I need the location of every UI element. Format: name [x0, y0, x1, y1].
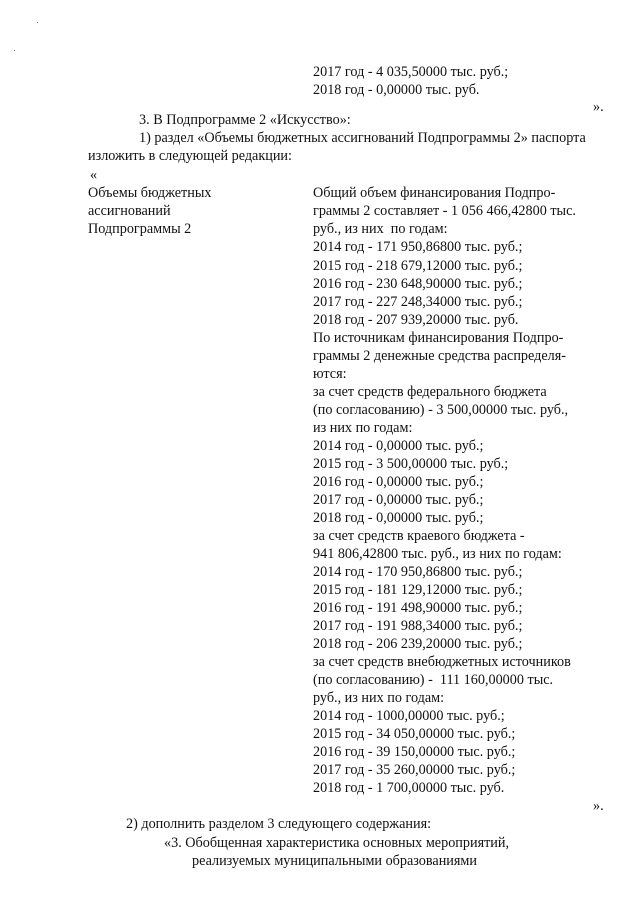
- table-right-line: 2016 год - 230 648,90000 тыс. руб.;: [313, 276, 523, 292]
- table-right-line: за счет средств краевого бюджета -: [313, 528, 525, 544]
- table-right-line: 2015 год - 3 500,00000 тыс. руб.;: [313, 456, 509, 472]
- table-left-label: ассигнований: [88, 203, 171, 219]
- section-title: реализуемых муниципальными образованиями: [192, 853, 477, 869]
- table-right-line: 2018 год - 0,00000 тыс. руб.;: [313, 510, 484, 526]
- table-right-line: 2015 год - 181 129,12000 тыс. руб.;: [313, 582, 523, 598]
- table-right-line: 2016 год - 191 498,90000 тыс. руб.;: [313, 600, 523, 616]
- table-left-label: Подпрограммы 2: [88, 221, 192, 237]
- table-right-line: из них по годам:: [313, 420, 413, 436]
- table-right-line: (по согласованию) - 3 500,00000 тыс. руб.,: [313, 402, 569, 418]
- table-right-line: 2016 год - 39 150,00000 тыс. руб.;: [313, 744, 516, 760]
- section-heading: 3. В Подпрограмме 2 «Искусство»:: [139, 112, 351, 128]
- table-right-line: 2014 год - 0,00000 тыс. руб.;: [313, 438, 484, 454]
- table-right-line: 2017 год - 191 988,34000 тыс. руб.;: [313, 618, 523, 634]
- opening-quote: «: [90, 167, 98, 183]
- table-right-line: По источникам финансирования Подпро-: [313, 330, 564, 346]
- table-left-label: Объемы бюджетных: [88, 185, 212, 201]
- table-right-line: 2017 год - 0,00000 тыс. руб.;: [313, 492, 484, 508]
- table-right-line: 2018 год - 1 700,00000 тыс. руб.: [313, 780, 505, 796]
- section-title: «3. Обобщенная характеристика основных мероприятий,: [164, 835, 510, 851]
- table-right-line: руб., из них по годам:: [313, 221, 448, 237]
- table-right-line: Общий объем финансирования Подпро-: [313, 185, 556, 201]
- table-right-line: за счет средств федерального бюджета: [313, 384, 547, 400]
- table-right-line: 2014 год - 170 950,86800 тыс. руб.;: [313, 564, 523, 580]
- table-right-line: 941 806,42800 тыс. руб., из них по годам:: [313, 546, 562, 562]
- table-right-line: (по согласованию) - 111 160,00000 тыс.: [313, 672, 554, 688]
- table-right-line: за счет средств внебюджетных источников: [313, 654, 571, 670]
- table-right-line: 2017 год - 35 260,00000 тыс. руб.;: [313, 762, 516, 778]
- table-right-line: руб., из них по годам:: [313, 690, 445, 706]
- top-line-2018: 2018 год - 0,00000 тыс. руб.: [313, 82, 480, 98]
- scan-speck: [14, 50, 15, 51]
- table-right-line: 2018 год - 207 939,20000 тыс. руб.: [313, 312, 519, 328]
- closing-quote: ».: [593, 99, 604, 115]
- table-right-line: 2017 год - 227 248,34000 тыс. руб.;: [313, 294, 523, 310]
- closing-quote: ».: [593, 798, 604, 814]
- top-line-2017: 2017 год - 4 035,50000 тыс. руб.;: [313, 64, 509, 80]
- item-1-text: 1) раздел «Объемы бюджетных ассигнований Подпрограммы 2» паспорта: [139, 130, 586, 146]
- table-right-line: 2014 год - 171 950,86800 тыс. руб.;: [313, 239, 523, 255]
- table-right-line: 2014 год - 1000,00000 тыс. руб.;: [313, 708, 505, 724]
- table-right-line: граммы 2 составляет - 1 056 466,42800 тыс.: [313, 203, 576, 219]
- table-right-line: граммы 2 денежные средства распределя-: [313, 348, 566, 364]
- table-right-line: ются:: [313, 366, 347, 382]
- item-1-text: изложить в следующей редакции:: [88, 148, 292, 164]
- table-right-line: 2015 год - 34 050,00000 тыс. руб.;: [313, 726, 516, 742]
- table-right-line: 2016 год - 0,00000 тыс. руб.;: [313, 474, 484, 490]
- item-2-text: 2) дополнить разделом 3 следующего содержания:: [126, 816, 432, 832]
- scan-speck: [37, 22, 38, 23]
- table-right-line: 2018 год - 206 239,20000 тыс. руб.;: [313, 636, 523, 652]
- table-right-line: 2015 год - 218 679,12000 тыс. руб.;: [313, 258, 523, 274]
